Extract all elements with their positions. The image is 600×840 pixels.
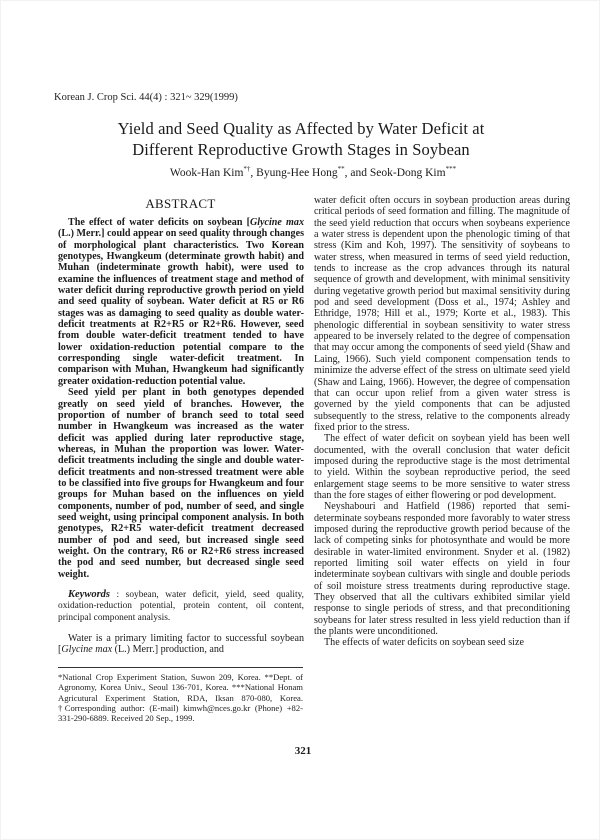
spacer: [58, 580, 304, 589]
abstract-heading: ABSTRACT: [145, 196, 216, 211]
species-name: Glycine max: [249, 217, 305, 228]
affiliation-footnotes: *National Crop Experiment Station, Suwon 209, Korea. **Dept. of Agronomy, Korea Univ., Seoul 136-701, Korea. ***National Honam Agricutural Experiment Station, RDA, Iksan 870-080, Korea. †Corresponding author: (E-mail) kimwh@nces.go.kr (Phone) +82-331-290-6889. Received 20 Sep., 1999.: [58, 672, 303, 724]
intro-text: Water is a primary limiting factor to successful soybean [: [58, 633, 304, 656]
spacer: [58, 624, 304, 633]
paper-page: [1, 1, 599, 839]
author-affiliation-mark: ***: [445, 165, 457, 173]
abstract-paragraph-2: Seed yield per plant in both genotypes depended greatly on seed yield of branches. However, the proportion of number of branch seed to total seed number in Hwangkeum was increased as the water deficit was applied during later reproductive stage, whereas, in Muhan the proportion was lower. Water-deficit treatments including the single and double water-deficit treatments and non-stressed treatment were able to be classified into five groups for Hwangkeum and four groups for Muhan based on the influences on yield components, number of pod, number of seed, and single seed weight, using principal component analysis. In both genotypes, R2+R5 water-deficit treatment decreased number of pod and seed, but increased single seed weight. On the contrary, R6 or R2+R6 stress increased the pod and seed number, but decreased single seed weight.: [58, 387, 304, 580]
author-affiliation-mark: **: [337, 165, 345, 173]
journal-reference: Korean J. Crop Sci. 44(4) : 321~ 329(1999): [54, 92, 238, 103]
footnote-divider: [58, 667, 303, 668]
author-name: Byung-Hee Hong: [256, 167, 338, 179]
author-name: Seok-Dong Kim: [369, 167, 446, 179]
species-name: Glycine max: [61, 644, 113, 656]
intro-text: (L.) Merr.] production, and: [112, 644, 224, 656]
author-name: Wook-Han Kim: [169, 167, 244, 179]
intro-paragraph-2: The effect of water deficit on soybean yield has been well documented, with the overall conclusion that water deficit imposed during the reproductive stage is the most detrimental to yield. Within the soybean reproductive period, the seed enlargement stage seems to be more sensitive to water stress than the fore stages of either flowering or pod development.: [314, 433, 570, 501]
paper-title-line-1: Yield and Seed Quality as Affected by Water Deficit at: [117, 119, 485, 138]
abstract-text: The effect of water deficits on soybean [: [68, 217, 250, 228]
introduction-paragraph: [58, 633, 304, 656]
author-separator: ,: [250, 167, 257, 179]
keywords-text: soybean, water deficit, yield, seed quality, oxidation-reduction potential, protein content, oil content, principal component analysis.: [58, 590, 304, 623]
abstract-text: (L.) Merr.] could appear on seed quality through changes of morphological plant characteristics. Two Korean genotypes, Hwangkeum (determinate growth habit) and Muhan (indeterminate growth habit), were used to examine the influences of treatment stage and method of water deficit during reproductive growth period on yield and seed quality of soybean. Water deficit at R5 or R6 stages was as damaging to seed quality as double water-deficit treatments at R2+R5 or R2+R6. However, seed from double water-deficit treatment tended to have lower oxidation-reduction potential compare to the corresponding single water-deficit treatment. In comparison with Muhan, Hwangkeum had significantly greater oxidation-reduction potential value.: [58, 228, 305, 387]
abstract-paragraph-1: [58, 217, 304, 387]
author-separator: , and: [344, 167, 370, 179]
left-column: [58, 217, 304, 656]
author-affiliation-mark: *†: [243, 165, 251, 173]
right-column: [314, 195, 570, 649]
paper-title-line-2: Different Reproductive Growth Stages in Soybean: [132, 140, 470, 159]
keywords-separator: :: [110, 590, 126, 600]
page-number: 321: [294, 745, 312, 757]
keywords: [58, 589, 304, 624]
intro-paragraph-3: Neyshabouri and Hatfield (1986) reported that semi-determinate soybeans responded more favorably to water stress imposed during the reproductive growth period because of the lack of competing sinks for photosynthate and would be more desirable in water-limited environment. Snyder et al. (1982) reported limiting soil water effects on yield in four indeterminate soybean cultivars with single and double periods of soil moisture stress treatments during reproductive stage. They observed that all the cultivars exhibited similar yield response to single periods of stress, and that preconditioning soybeans for later stress resulted in less yield reduction than if the plants were unconditioned.: [314, 501, 570, 638]
keywords-label: Keywords: [68, 589, 110, 600]
author-list: [1, 165, 600, 179]
intro-paragraph-4: The effects of water deficits on soybean seed size: [324, 637, 524, 649]
intro-paragraph-continued: water deficit often occurs in soybean production areas during critical periods of seed formation and filling. The magnitude of the seed yield reduction that occurs when soybeans experience a water stress is dependent upon the phenologic timing of that stress (Kim and Koh, 1997). The sensitivity of soybeans to water stress, when measured in terms of seed yield reduction, tends to increase as the crop advances through its natural sequence of growth and development, with minimal sensitivity during vegetative growth period but maximal sensitivity during pod and seed development (Doss et al., 1974; Ashley and Ethridge, 1978; Hill et al., 1979; Korte et al., 1983). This phenologic differential in soybean sensitivity to water stress appeared to be inversely related to the degree of compensation that may occur among the components of seed yield (Shaw and Laing, 1966). Such yield component compensation tends to minimize the adverse effect of the stress on ultimate seed yield (Shaw and Laing, 1966). However, the degree of compensation that can occur upon relief from a given water stress is governed by the yield components that can be adjusted subsequently to the stress, relative to the components already fixed prior to the stress.: [314, 195, 570, 433]
